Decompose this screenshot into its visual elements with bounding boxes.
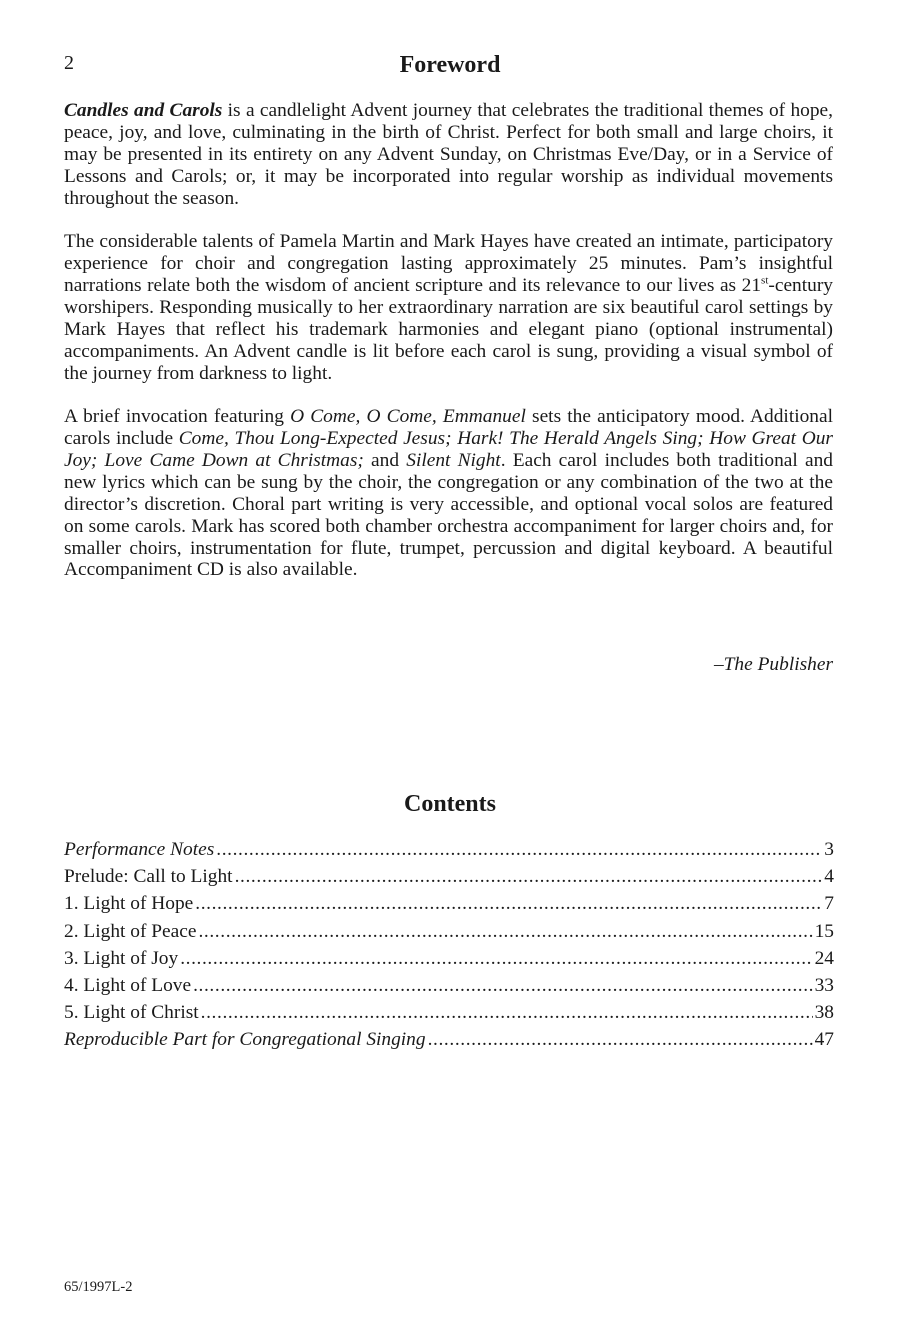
toc-leader-dots [235, 863, 823, 890]
toc-entry-label: Reproducible Part for Congregational Singing [64, 1029, 426, 1051]
toc-entry [64, 836, 834, 863]
toc-entry-label: 5. Light of Christ [64, 1002, 199, 1024]
toc-entry [64, 918, 834, 945]
foreword-title: Foreword [399, 52, 501, 78]
foreword-paragraph-3: A brief invocation featuring O Come, O Come, Emmanuel sets the anticipatory mood. Additional carols include Come, Thou Long-Expected Jesus; Hark! The Herald Angels Sing; How Great Our Joy; Love Came Down at Christmas; and Silent Night. Each carol includes both traditional and new lyrics which can be sung by the choir, the congregation or any combination of the two at the director’s discretion. Choral part writing is very accessible, and optional vocal solos are featured on some carols. Mark has scored both chamber orchestra accompaniment for larger choirs and, for smaller choirs, instrumentation for flute, trumpet, percussion and digital keyboard. A beautiful Accompaniment CD is also available. [64, 406, 833, 581]
foreword-paragraph-1: Candles and Carols is a candlelight Advent journey that celebrates the traditional themes of hope, peace, joy, and love, culminating in the birth of Christ. Perfect for both small and large choirs, it may be presented in its entirety on any Advent Sunday, on Christmas Eve/Day, or in a Service of Lessons and Carols; or, it may be incorporated into regular worship as individual movements throughout the season. [64, 100, 833, 209]
toc-entry-label: Performance Notes [64, 839, 215, 860]
foreword-body [64, 100, 833, 603]
toc-entry-page: 47 [814, 1029, 834, 1051]
foreword-paragraph-2: The considerable talents of Pamela Martin and Mark Hayes have created an intimate, participatory experience for choir and congregation lasting approximately 25 minutes. Pam’s insightful narrations relate both the wisdom of ancient scripture and its relevance to our lives as 21st-century worshipers. Responding musically to her extraordinary narration are six beautiful carol settings by Mark Hayes that reflect his trademark harmonies and elegant piano (optional instrumental) accompaniments. An Advent candle is lit before each carol is sung, providing a visual symbol of the journey from darkness to light. [64, 231, 833, 384]
toc-leader-dots [428, 1026, 813, 1053]
toc-entry [64, 890, 834, 917]
catalog-code: 65/1997L-2 [64, 1279, 133, 1295]
toc-entry-page: 4 [824, 866, 834, 888]
toc-entry-page: 3 [824, 839, 834, 860]
toc-entry-label: 4. Light of Love [64, 974, 192, 996]
toc-leader-dots [198, 918, 812, 945]
toc-entry [64, 1026, 834, 1053]
toc-entry-page: 38 [814, 1002, 834, 1024]
toc-entry-page: 24 [814, 947, 834, 969]
toc-entry-label: 2. Light of Peace [64, 920, 197, 942]
toc-entry-label: 3. Light of Joy [64, 947, 179, 969]
toc-entry [64, 999, 834, 1026]
page-number: 2 [64, 52, 74, 74]
contents-title: Contents [403, 791, 496, 817]
toc-entry [64, 945, 834, 972]
publisher-signature: –The Publisher [713, 654, 833, 675]
work-title: Candles and Carols [64, 100, 223, 121]
toc-entry-page: 7 [824, 893, 834, 915]
toc-entry [64, 972, 834, 999]
toc-entry-label: 1. Light of Hope [64, 893, 194, 915]
toc-entry-page: 15 [814, 920, 834, 942]
toc-leader-dots [180, 945, 812, 972]
toc-leader-dots [195, 890, 822, 917]
toc-entry [64, 863, 834, 890]
toc-leader-dots [216, 836, 822, 863]
toc-entry-label: Prelude: Call to Light [64, 866, 233, 888]
toc-entry-page: 33 [814, 974, 834, 996]
toc-leader-dots [201, 999, 813, 1026]
toc-leader-dots [193, 972, 813, 999]
table-of-contents [64, 836, 834, 1054]
